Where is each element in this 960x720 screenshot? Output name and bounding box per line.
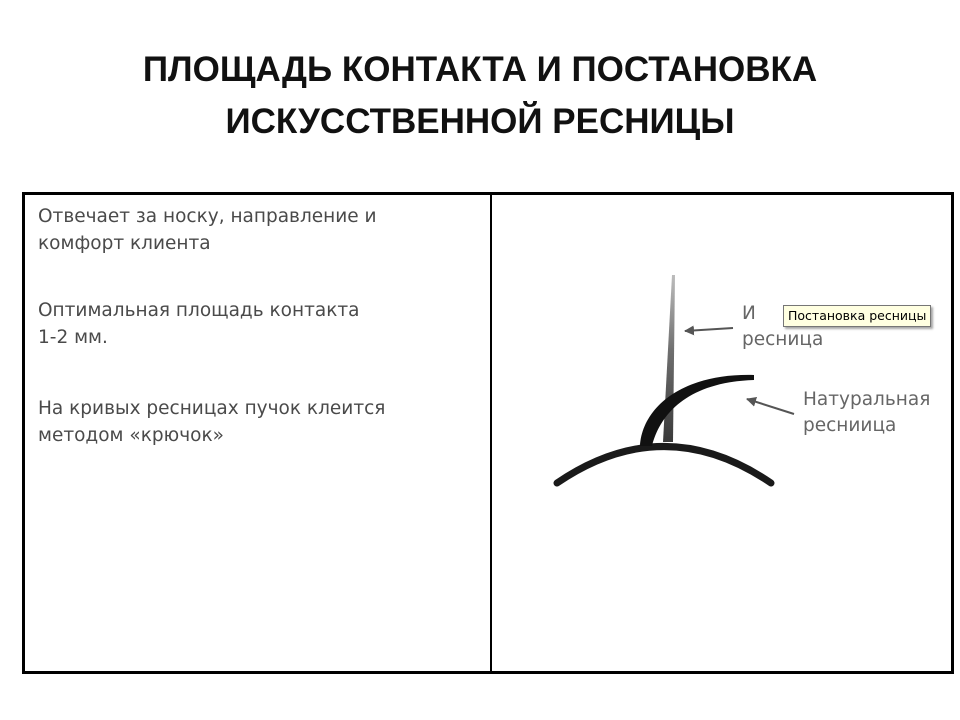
slide-title-line-1: ПЛОЩАДЬ КОНТАКТА И ПОСТАНОВКА [142, 50, 818, 89]
tooltip-lash-placement: Постановка ресницы [783, 305, 931, 327]
natural-lash-arrow [747, 399, 794, 414]
description-paragraph-contact-area: Оптимальная площадь контакта 1-2 мм. [38, 300, 360, 348]
natural-lash [640, 375, 754, 446]
description-paragraph-hook-method: На кривых ресницах пучок клеится методом «крючок» [38, 398, 386, 446]
artificial-lash-label: И ресница [742, 303, 824, 350]
eyelid-curve [557, 447, 771, 484]
natural-lash-label: Натуральная ресниица [803, 389, 931, 436]
artificial-lash-arrow [685, 328, 733, 331]
diagram-cell [492, 195, 951, 671]
description-paragraph-wear: Отвечает за носку, направление и комфорт клиента [38, 206, 377, 254]
slide-title-line-2: ИСКУССТВЕННОЙ РЕСНИЦЫ [225, 102, 735, 141]
description-cell [25, 195, 490, 671]
content-table [22, 192, 954, 674]
slide-title [0, 44, 960, 148]
